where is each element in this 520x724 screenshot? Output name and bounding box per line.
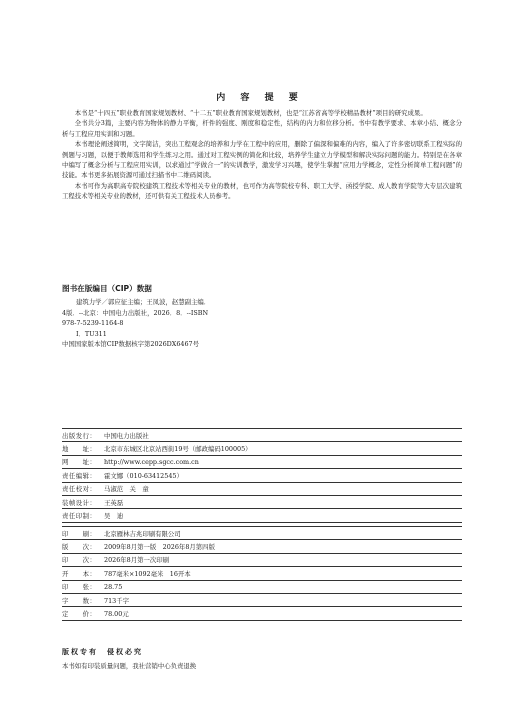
- sheets-value: 28.75: [104, 582, 123, 591]
- rights-note: 本书如有印装质量问题，我社营销中心负责退换: [62, 662, 197, 670]
- printer-label: 印 刷：: [62, 529, 97, 538]
- summary-text: [62, 108, 462, 202]
- publication-row: [62, 428, 462, 442]
- publisher-label: 出版发行：: [62, 431, 97, 440]
- cip-title: 图书在版编目（CIP）数据: [62, 284, 152, 293]
- printing-row: [62, 540, 462, 553]
- printing-row: [62, 554, 462, 567]
- printing-row: [62, 581, 462, 594]
- print-supervisor-label: 责任印制：: [62, 512, 97, 521]
- printing-info-table: [62, 526, 462, 621]
- cip-line-isbn: 978-7-5239-1164-8: [62, 319, 124, 328]
- format-value: 787毫米×1092毫米 16开本: [104, 569, 191, 578]
- word-count-value: 713千字: [104, 596, 129, 605]
- cip-line-edition: 4版．--北京：中国电力出版社，2026．8．--ISBN: [62, 308, 209, 317]
- address-label: 地 址：: [62, 445, 97, 454]
- impression-value: 2026年8月第一次印刷: [104, 556, 170, 565]
- publication-row: [62, 509, 462, 522]
- word-count-label: 字 数：: [62, 596, 97, 605]
- printing-row: [62, 567, 462, 580]
- printing-row: [62, 594, 462, 607]
- impression-label: 印 次：: [62, 556, 97, 565]
- summary-title: 内 容 提 要: [216, 93, 304, 103]
- cip-line-record: 中国国家版本馆CIP数据核字第2026DX6467号: [62, 340, 199, 349]
- summary-paragraph: 本书可作为高职高专院校建筑工程技术等相关专业的教材，也可作为高等院校专科、职工大学、函授学院、成人教育学院等大专层次建筑工程技术等相关专业的教材，还可供有关工程技术人员参考。: [62, 181, 462, 201]
- address-value: 北京市东城区北京站西街19号（邮政编码100005）: [104, 445, 252, 454]
- edition-label: 版 次：: [62, 543, 97, 552]
- print-supervisor-value: 吴 迪: [104, 512, 124, 521]
- proofreader-value: 马淑范 关 童: [104, 485, 149, 494]
- edition-value: 2009年8月第一版 2026年8月第四版: [104, 543, 215, 552]
- publisher-value: 中国电力出版社: [104, 431, 149, 440]
- publication-row: [62, 456, 462, 469]
- proofreader-label: 责任校对：: [62, 485, 97, 494]
- publication-row: [62, 496, 462, 509]
- summary-paragraph: 全书共分3篇，主要内容为物体的静力平衡，杆件的强度、刚度和稳定性，结构的内力和位移分析。书中有教学要求、本章小结、概念分析与工程应用实训和习题。: [62, 119, 462, 138]
- rights-title: 版权专有 侵权必究: [62, 648, 143, 656]
- editor-value: 霍文娜（010-63412545）: [104, 471, 183, 480]
- editor-label: 责任编辑：: [62, 471, 97, 480]
- price-label: 定 价：: [62, 610, 97, 619]
- publication-row: [62, 483, 462, 496]
- summary-paragraph: 本书是“十四五”职业教育国家规划教材、“十二五”职业教育国家规划教材，也是“江苏省高等学校精品教材”项目的研究成果。: [74, 109, 427, 117]
- publication-info-table: [62, 428, 462, 523]
- publication-row: [62, 469, 462, 482]
- price-value: 78.00元: [104, 610, 129, 619]
- designer-label: 装帧设计：: [62, 498, 97, 507]
- website-label: 网 址：: [62, 458, 97, 467]
- cip-line-title: 建筑力学／郭应征主编；王凤波，赵慧副主编．: [76, 298, 211, 306]
- publication-row: [62, 442, 462, 455]
- summary-paragraph: 本书理论阐述简明，文字简洁，突出工程观念的培养和力学在工程中的应用，删除了偏深和偏难的内容，编入了许多密切联系工程实际的例题与习题，以便于教师选用和学生练习之用。通过对工程实例的简化和比较，培养学生建立力学模型和解决实际问题的能力。特别是在各章中编写了概念分析与工程应用实训，以求通过“学做合一”的实训教学，激发学习兴趣，使学生掌握“应用力学概念，定性分析简单工程问题”的技能。本书更多拓展资源可通过扫描书中二维码阅读。: [62, 140, 462, 180]
- cip-data: [62, 297, 462, 350]
- cip-line-classification: Ⅰ．TU311: [76, 329, 107, 338]
- printing-row: [62, 607, 462, 620]
- sheets-label: 印 张：: [62, 583, 97, 592]
- format-label: 开 本：: [62, 569, 97, 578]
- printer-value: 北京雁林吉兆印刷有限公司: [104, 529, 181, 538]
- printing-row: [62, 526, 462, 540]
- designer-value: 王英磊: [104, 498, 124, 507]
- website-value: http://www.cepp.sgcc.com.cn: [104, 457, 199, 466]
